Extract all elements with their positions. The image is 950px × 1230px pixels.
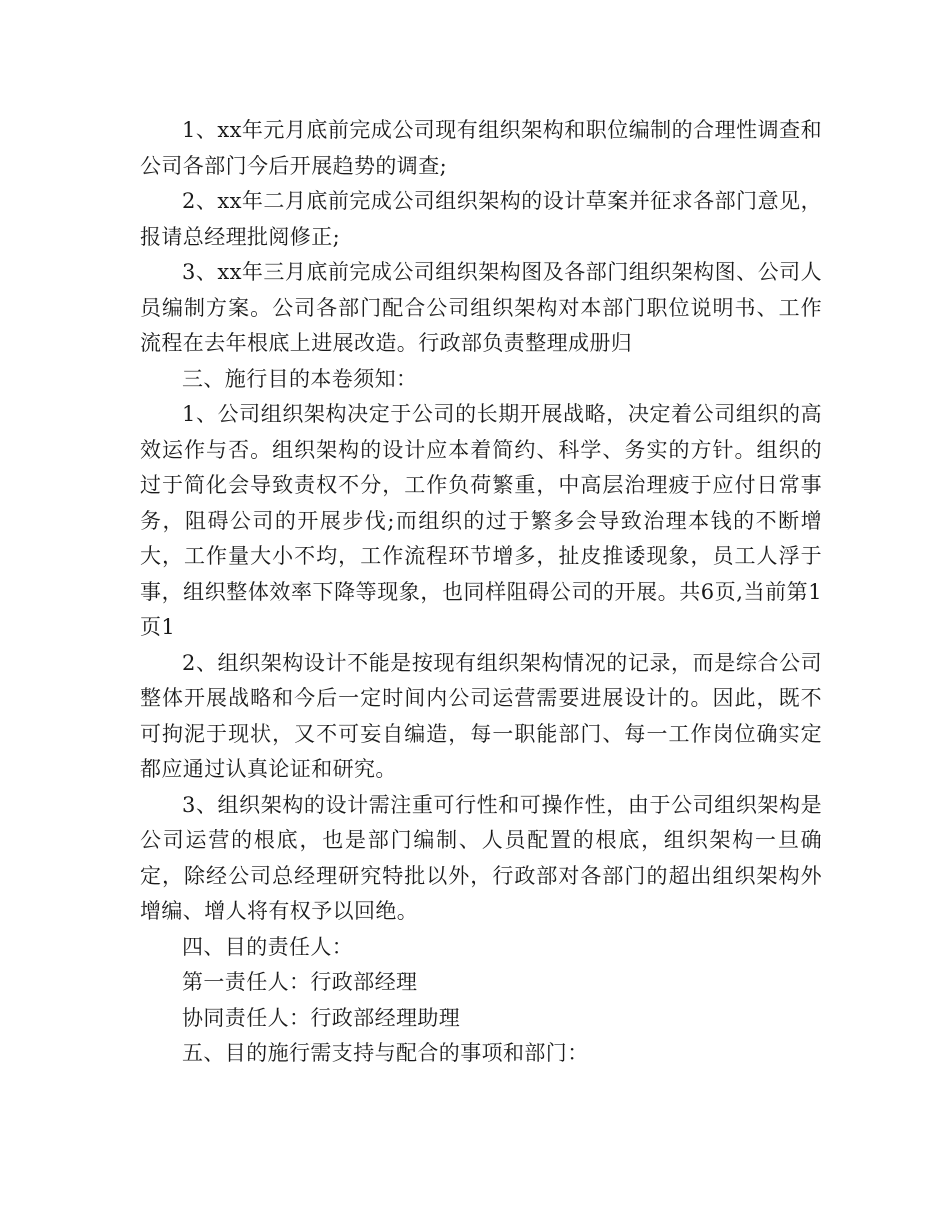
- paragraph-first-responsible: 第一责任人：行政部经理: [182, 970, 418, 994]
- section-heading-notes: 三、施行目的本卷须知：: [182, 366, 418, 391]
- paragraph-note-1: 1、公司组织架构决定于公司的长期开展战略，决定着公司组织的高效运作与否。组织架构的设计应本着简约、科学、务实的方针。组织的过于简化会导致责权不分，工作负荷繁重，中高层治理疲于应付日常事务，阻碍公司的开展步伐;而组织的过于繁多会导致治理本钱的不断增大，工作量大小不均，工作流程环节增多，扯皮推诿现象，员工人浮于事，组织整体效率下降等现象，也同样阻碍公司的开展。共6页,当前第1页1: [140, 402, 822, 639]
- paragraph-plan-march: 3、xx年三月底前完成公司组织架构图及各部门组织架构图、公司人员编制方案。公司各部门配合公司组织架构对本部门职位说明书、工作流程在去年根底上进展改造。行政部负责整理成册归: [140, 260, 822, 355]
- section-heading-responsible: 四、目的责任人：: [182, 934, 354, 959]
- paragraph-co-responsible: 协同责任人：行政部经理助理: [182, 1005, 461, 1030]
- paragraph-note-3: 3、组织架构的设计需注重可行性和可操作性，由于公司组织架构是公司运营的根底，也是部门编制、人员配置的根底，组织架构一旦确定，除经公司总经理研究特批以外，行政部对各部门的超出组织架构外增编、增人将有权予以回绝。: [140, 792, 822, 923]
- section-heading-support: 五、目的施行需支持与配合的事项和部门：: [182, 1041, 589, 1065]
- paragraph-plan-february: 2、xx年二月底前完成公司组织架构的设计草案并征求各部门意见，报请总经理批阅修正;: [140, 189, 822, 249]
- document-page: [140, 113, 822, 1072]
- paragraph-note-2: 2、组织架构设计不能是按现有组织架构情况的记录，而是综合公司整体开展战略和今后一定时间内公司运营需要进展设计的。因此，既不可拘泥于现状，又不可妄自编造，每一职能部门、每一工作岗位确实定都应通过认真论证和研究。: [140, 650, 822, 781]
- paragraph-plan-january: 1、xx年元月底前完成公司现有组织架构和职位编制的合理性调查和公司各部门今后开展趋势的调查;: [140, 118, 822, 178]
